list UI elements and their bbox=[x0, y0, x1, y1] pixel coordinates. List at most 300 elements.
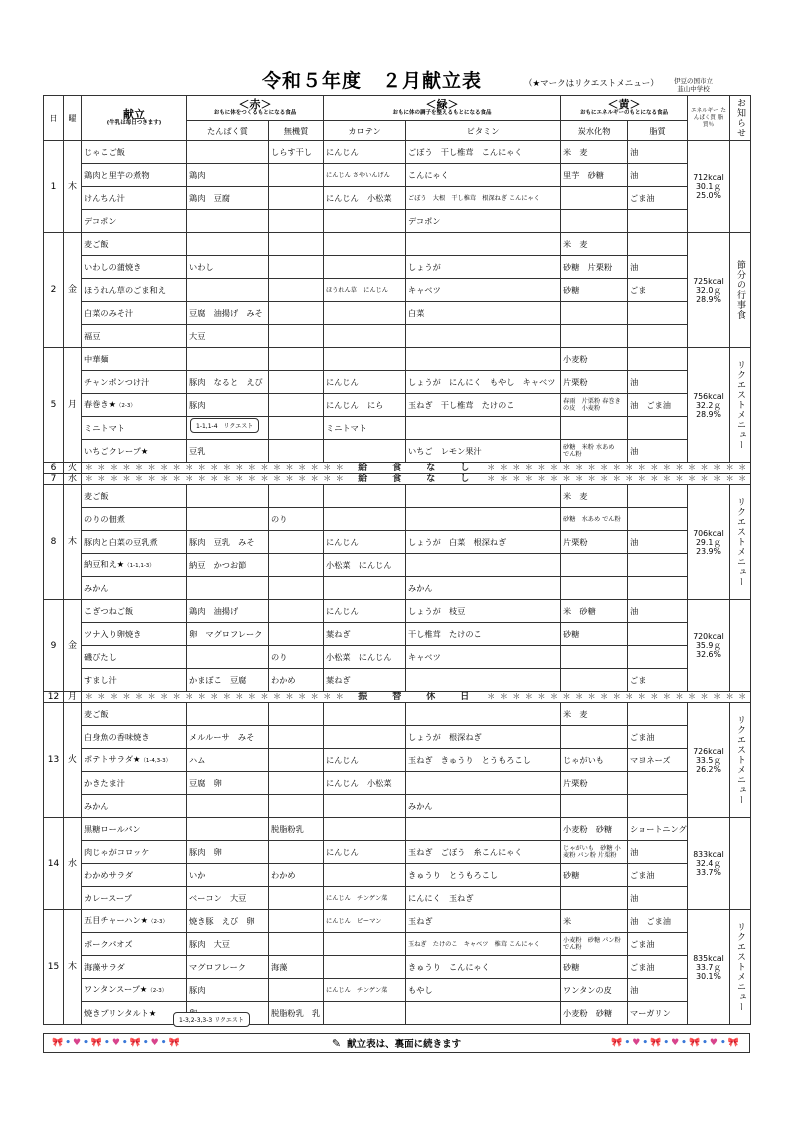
carb-cell bbox=[561, 600, 628, 623]
carb-cell bbox=[561, 841, 628, 864]
nutrition-value: 29.1ｇ bbox=[695, 537, 722, 547]
nutrition-value: 35.9ｇ bbox=[695, 641, 722, 650]
fat-cell-text: 油 bbox=[630, 537, 639, 547]
day-number: 6 bbox=[44, 463, 64, 474]
mineral-cell bbox=[269, 749, 324, 772]
dish-name bbox=[82, 887, 187, 910]
dish-name-text: 磯びたし bbox=[84, 652, 117, 662]
mineral-cell bbox=[269, 818, 324, 841]
carb-cell-text: 片栗粉 bbox=[563, 537, 588, 547]
menu-row bbox=[44, 440, 751, 463]
carotene-cell bbox=[324, 979, 406, 1002]
ribbon-heart-decoration-right: 🎀•♥•🎀•♥•🎀•♥•🎀 bbox=[611, 1038, 741, 1048]
fat-cell bbox=[628, 233, 688, 256]
carotene-cell bbox=[324, 531, 406, 554]
header-red-group: ＜赤＞ おもに体をつくるもとになる食品 bbox=[187, 96, 324, 121]
vitamin-cell-text: 干し椎茸 たけのこ bbox=[408, 629, 482, 639]
carotene-cell-text: にんじん 小松菜 bbox=[326, 193, 392, 203]
dish-name-text: 肉じゃがコロッケ bbox=[84, 847, 150, 857]
protein-cell bbox=[187, 141, 269, 164]
carb-cell-text: 片栗粉 bbox=[563, 377, 588, 387]
protein-cell bbox=[187, 508, 269, 531]
dish-name bbox=[82, 141, 187, 164]
day-of-week: 水 bbox=[64, 474, 82, 485]
mineral-cell bbox=[269, 646, 324, 669]
vitamin-cell bbox=[406, 187, 561, 210]
day-number: 12 bbox=[44, 692, 64, 703]
mineral-cell bbox=[269, 440, 324, 463]
carb-cell-text: 米 麦 bbox=[563, 491, 588, 501]
carb-cell-text: 砂糖 水あめ でん粉 bbox=[563, 515, 621, 523]
carotene-cell bbox=[324, 141, 406, 164]
mineral-cell bbox=[269, 703, 324, 726]
notice-cell: リクエストメニュー bbox=[730, 703, 751, 818]
vitamin-cell-text: 玉ねぎ 干し椎茸 たけのこ bbox=[408, 400, 515, 410]
fat-cell bbox=[628, 910, 688, 933]
dish-name-text: みかん bbox=[84, 801, 109, 811]
fat-cell bbox=[628, 956, 688, 979]
fat-cell bbox=[628, 726, 688, 749]
nutrition-cell bbox=[688, 818, 730, 910]
dish-name-text: いわしの蒲焼き bbox=[84, 262, 142, 272]
nutrition-value: 32.2ｇ bbox=[695, 400, 722, 410]
vitamin-cell bbox=[406, 485, 561, 508]
carb-cell bbox=[561, 577, 628, 600]
menu-row bbox=[44, 348, 751, 371]
protein-cell-text: マグロフレーク bbox=[189, 962, 246, 972]
fat-cell-text: ごま bbox=[630, 285, 647, 295]
fat-cell bbox=[628, 600, 688, 623]
footer-message: ✎ 献立表は、裏面に続きます bbox=[331, 1037, 462, 1050]
dish-name bbox=[82, 749, 187, 772]
header-yellow-group: ＜黄＞ おもにエネルギーのもとになる食品 bbox=[561, 96, 688, 121]
carotene-cell bbox=[324, 933, 406, 956]
vitamin-cell-text: ごぼう 大根 干し椎茸 根深ねぎ こんにゃく bbox=[408, 194, 540, 202]
vitamin-cell bbox=[406, 749, 561, 772]
mineral-cell bbox=[269, 864, 324, 887]
notice-cell: リクエストメニュー bbox=[730, 348, 751, 463]
mineral-cell bbox=[269, 279, 324, 302]
day-of-week: 水 bbox=[64, 818, 82, 910]
fat-cell bbox=[628, 749, 688, 772]
vitamin-cell bbox=[406, 864, 561, 887]
header-date: 日 bbox=[44, 96, 64, 141]
closed-text: 給 食 な し bbox=[348, 463, 487, 473]
mineral-cell-text: 脱脂粉乳 乳 bbox=[271, 1008, 321, 1018]
nutrition-value: 712kcal bbox=[693, 173, 724, 182]
mineral-cell bbox=[269, 302, 324, 325]
notice-cell bbox=[730, 600, 751, 692]
carotene-cell bbox=[324, 371, 406, 394]
carb-cell-text: 小麦粉 砂糖 パン粉 でん粉 bbox=[563, 937, 627, 951]
carotene-cell bbox=[324, 279, 406, 302]
dish-name-text: 鶏肉と里芋の煮物 bbox=[84, 170, 150, 180]
vitamin-cell-text: キャベツ bbox=[408, 285, 441, 295]
request-code: （1-4,3-3） bbox=[140, 758, 172, 764]
dish-name bbox=[82, 554, 187, 577]
notice-cell: リクエストメニュー bbox=[730, 485, 751, 600]
menu-row bbox=[44, 749, 751, 772]
vitamin-cell bbox=[406, 371, 561, 394]
mineral-cell bbox=[269, 841, 324, 864]
menu-row bbox=[44, 933, 751, 956]
nutrition-cell bbox=[688, 141, 730, 233]
dish-name-text: わかめサラダ bbox=[84, 870, 134, 880]
carb-cell bbox=[561, 256, 628, 279]
nutrition-cell bbox=[688, 348, 730, 463]
fat-cell bbox=[628, 933, 688, 956]
vitamin-cell-text: キャベツ bbox=[408, 652, 441, 662]
carotene-cell-text: にんじん さやいんげん bbox=[326, 171, 390, 179]
carotene-cell-text: にんじん bbox=[326, 847, 359, 857]
protein-cell bbox=[187, 210, 269, 233]
carb-cell bbox=[561, 233, 628, 256]
nutrition-value: 720kcal bbox=[693, 632, 724, 641]
carotene-cell bbox=[324, 795, 406, 818]
carotene-cell-text: にんじん bbox=[326, 147, 359, 157]
request-code: （2-3） bbox=[148, 919, 168, 925]
menu-row bbox=[44, 841, 751, 864]
menu-row bbox=[44, 910, 751, 933]
mineral-cell bbox=[269, 772, 324, 795]
protein-cell-text: 豚肉 bbox=[189, 400, 206, 410]
mineral-cell bbox=[269, 417, 324, 440]
dish-name-text: いちごクレープ★ bbox=[84, 446, 149, 456]
vitamin-cell bbox=[406, 600, 561, 623]
vitamin-cell-text: 玉ねぎ きゅうり とうもろこし bbox=[408, 755, 531, 765]
mineral-cell-text: 脱脂粉乳 bbox=[271, 824, 304, 834]
dish-name-text: 海藻サラダ bbox=[84, 962, 125, 972]
carotene-cell-text: にんじん bbox=[326, 755, 359, 765]
carb-cell bbox=[561, 440, 628, 463]
fat-cell-text: マーガリン bbox=[630, 1008, 671, 1018]
vitamin-cell bbox=[406, 508, 561, 531]
mineral-cell bbox=[269, 795, 324, 818]
vitamin-cell bbox=[406, 841, 561, 864]
nutrition-value: 756kcal bbox=[693, 391, 724, 401]
dish-name-text: ポテトサラダ★ bbox=[84, 754, 141, 764]
carotene-cell-text: にんじん にら bbox=[326, 400, 384, 410]
mineral-cell bbox=[269, 531, 324, 554]
carb-cell bbox=[561, 864, 628, 887]
fat-cell bbox=[628, 440, 688, 463]
nutrition-value: 28.9% bbox=[696, 294, 721, 304]
carotene-cell-text: ほうれん草 にんじん bbox=[326, 286, 388, 294]
carotene-cell-text: にんじん 小松菜 bbox=[326, 778, 392, 788]
carotene-cell bbox=[324, 554, 406, 577]
dish-name bbox=[82, 440, 187, 463]
menu-row bbox=[44, 325, 751, 348]
fat-cell bbox=[628, 164, 688, 187]
protein-cell-text: 豚肉 bbox=[189, 985, 206, 995]
dish-name bbox=[82, 933, 187, 956]
menu-body bbox=[44, 141, 751, 1025]
carb-cell-text: 小麦粉 砂糖 bbox=[563, 824, 613, 834]
protein-cell-text: メルルーサ みそ bbox=[189, 732, 255, 742]
menu-row bbox=[44, 703, 751, 726]
nutrition-value: 25.0% bbox=[696, 191, 721, 200]
header-protein: たんぱく質 bbox=[187, 121, 269, 141]
fat-cell bbox=[628, 1002, 688, 1025]
dish-name bbox=[82, 956, 187, 979]
carotene-cell-text: にんじん bbox=[326, 606, 359, 616]
vitamin-cell bbox=[406, 554, 561, 577]
menu-row bbox=[44, 141, 751, 164]
carb-cell bbox=[561, 749, 628, 772]
carotene-cell-text: にんじん bbox=[326, 537, 359, 547]
dish-name-text: 白身魚の香味焼き bbox=[84, 732, 150, 742]
nutrition-value: 33.7ｇ bbox=[695, 962, 722, 972]
carb-cell bbox=[561, 554, 628, 577]
dish-name bbox=[82, 485, 187, 508]
closed-row bbox=[44, 692, 751, 703]
fat-cell bbox=[628, 646, 688, 669]
mineral-cell bbox=[269, 600, 324, 623]
mineral-cell bbox=[269, 256, 324, 279]
carb-cell-text: じゃがいも 砂糖 小麦粉 パン粉 片栗粉 bbox=[563, 845, 621, 859]
protein-cell-text: 豆乳 bbox=[189, 446, 206, 456]
dish-name-text: こぎつねご飯 bbox=[84, 606, 134, 616]
carotene-cell bbox=[324, 233, 406, 256]
fat-cell-text: 油 bbox=[630, 847, 639, 857]
carb-cell bbox=[561, 956, 628, 979]
carb-cell-text: 砂糖 bbox=[563, 285, 580, 295]
carotene-cell bbox=[324, 440, 406, 463]
carb-cell-text: 米 麦 bbox=[563, 709, 588, 719]
fat-cell-text: 油 bbox=[630, 262, 639, 272]
vitamin-cell bbox=[406, 979, 561, 1002]
vitamin-cell-text: ごぼう 干し椎茸 こんにゃく bbox=[408, 147, 523, 157]
vitamin-cell-text: 玉ねぎ bbox=[408, 916, 433, 926]
nutrition-value: 23.9% bbox=[696, 546, 721, 556]
notice-cell bbox=[730, 141, 751, 233]
nutrition-value: 28.9% bbox=[696, 409, 721, 419]
dish-name bbox=[82, 279, 187, 302]
notice-cell: 節分の行事食 bbox=[730, 233, 751, 348]
fat-cell bbox=[628, 417, 688, 440]
carb-cell bbox=[561, 187, 628, 210]
fat-cell bbox=[628, 302, 688, 325]
dish-name-text: 中華麺 bbox=[84, 354, 109, 364]
vitamin-cell bbox=[406, 348, 561, 371]
fat-cell-text: ごま油 bbox=[630, 962, 655, 972]
dish-name-text: ミニトマト bbox=[84, 423, 125, 433]
protein-cell bbox=[187, 933, 269, 956]
carb-cell bbox=[561, 164, 628, 187]
fat-cell bbox=[628, 485, 688, 508]
mineral-cell bbox=[269, 669, 324, 692]
fat-cell bbox=[628, 348, 688, 371]
vitamin-cell-text: しょうが 根深ねぎ bbox=[408, 732, 482, 742]
fat-cell-text: 油 bbox=[630, 170, 639, 180]
carb-cell bbox=[561, 910, 628, 933]
mineral-cell bbox=[269, 210, 324, 233]
protein-cell-text: 鶏肉 油揚げ bbox=[189, 606, 239, 616]
menu-row bbox=[44, 187, 751, 210]
dish-name-text: 黒糖ロールパン bbox=[84, 824, 141, 834]
fat-cell-text: ごま油 bbox=[630, 193, 655, 203]
nutrition-value: 30.1% bbox=[696, 971, 721, 981]
header-carotene: カロテン bbox=[324, 121, 406, 141]
carb-cell-text: 米 砂糖 bbox=[563, 606, 596, 616]
protein-cell-text: かまぼこ 豆腐 bbox=[189, 675, 247, 685]
carb-cell bbox=[561, 818, 628, 841]
protein-cell bbox=[187, 646, 269, 669]
menu-row bbox=[44, 210, 751, 233]
protein-cell bbox=[187, 164, 269, 187]
carotene-cell bbox=[324, 669, 406, 692]
menu-row bbox=[44, 164, 751, 187]
mineral-cell bbox=[269, 164, 324, 187]
closed-text: 給 食 な し bbox=[348, 474, 487, 484]
fat-cell bbox=[628, 669, 688, 692]
carotene-cell bbox=[324, 325, 406, 348]
fat-cell bbox=[628, 141, 688, 164]
dish-name bbox=[82, 726, 187, 749]
day-of-week: 月 bbox=[64, 692, 82, 703]
carb-cell-text: 米 麦 bbox=[563, 239, 588, 249]
closed-message bbox=[82, 474, 751, 485]
dish-name bbox=[82, 864, 187, 887]
nutrition-cell bbox=[688, 910, 730, 1025]
vitamin-cell bbox=[406, 233, 561, 256]
nutrition-cell bbox=[688, 233, 730, 348]
mineral-cell bbox=[269, 554, 324, 577]
header-energy: エネルギー たんぱく質 脂質％ bbox=[688, 96, 730, 141]
vitamin-cell-text: いちご レモン果汁 bbox=[408, 446, 482, 456]
nutrition-value: 726kcal bbox=[693, 746, 724, 756]
protein-cell-text: 豆腐 油揚げ みそ bbox=[189, 308, 263, 318]
carotene-cell bbox=[324, 887, 406, 910]
protein-cell bbox=[187, 669, 269, 692]
carotene-cell-text: にんじん チンゲン菜 bbox=[326, 894, 388, 902]
day-number: 14 bbox=[44, 818, 64, 910]
closed-row bbox=[44, 463, 751, 474]
vitamin-cell bbox=[406, 577, 561, 600]
carotene-cell-text: 小松菜 にんじん bbox=[326, 560, 392, 570]
carb-cell-text: 砂糖 bbox=[563, 629, 580, 639]
dish-name bbox=[82, 703, 187, 726]
mineral-cell bbox=[269, 623, 324, 646]
day-number: 8 bbox=[44, 485, 64, 600]
vitamin-cell bbox=[406, 417, 561, 440]
carb-cell-text: 砂糖 bbox=[563, 962, 580, 972]
dish-name-text: かきたま汁 bbox=[84, 778, 125, 788]
menu-row bbox=[44, 646, 751, 669]
dish-name bbox=[82, 531, 187, 554]
protein-cell bbox=[187, 726, 269, 749]
header-vitamin: ビタミン bbox=[406, 121, 561, 141]
protein-cell-text: ベーコン 大豆 bbox=[189, 893, 247, 903]
carotene-cell bbox=[324, 485, 406, 508]
protein-cell bbox=[187, 864, 269, 887]
carotene-cell bbox=[324, 394, 406, 417]
dish-name bbox=[82, 841, 187, 864]
protein-cell bbox=[187, 440, 269, 463]
dish-name bbox=[82, 577, 187, 600]
dish-name-text: カレースープ bbox=[84, 893, 132, 903]
vitamin-cell bbox=[406, 910, 561, 933]
mineral-cell bbox=[269, 394, 324, 417]
carb-cell bbox=[561, 669, 628, 692]
header-mineral: 無機質 bbox=[269, 121, 324, 141]
mineral-cell-text: 海藻 bbox=[271, 962, 288, 972]
dish-name-text: けんちん汁 bbox=[84, 193, 125, 203]
carotene-cell bbox=[324, 818, 406, 841]
carb-cell-text: じゃがいも bbox=[563, 755, 604, 765]
fat-cell bbox=[628, 979, 688, 1002]
day-number: 9 bbox=[44, 600, 64, 692]
nutrition-cell bbox=[688, 600, 730, 692]
carotene-cell bbox=[324, 164, 406, 187]
nutrition-value: 835kcal bbox=[693, 953, 724, 963]
star-border: ＊ ＊ ＊ ＊ ＊ ＊ ＊ ＊ ＊ ＊ ＊ ＊ ＊ ＊ ＊ ＊ ＊ ＊ ＊ ＊ ＊ bbox=[84, 692, 349, 701]
menu-row bbox=[44, 233, 751, 256]
star-border: ＊ ＊ ＊ ＊ ＊ ＊ ＊ ＊ ＊ ＊ ＊ ＊ ＊ ＊ ＊ ＊ ＊ ＊ ＊ ＊ ＊ bbox=[487, 463, 748, 472]
fat-cell bbox=[628, 795, 688, 818]
carotene-cell-text: にんじん チンゲン菜 bbox=[326, 986, 388, 994]
dish-name bbox=[82, 818, 187, 841]
fat-cell-text: 油 bbox=[630, 147, 639, 157]
fat-cell bbox=[628, 703, 688, 726]
carb-cell-text: 春雨 片栗粉 春巻きの皮 小麦粉 bbox=[563, 398, 621, 412]
protein-cell-text: 鶏肉 bbox=[189, 170, 206, 180]
carb-cell bbox=[561, 210, 628, 233]
header-dow: 曜 bbox=[64, 96, 82, 141]
mineral-cell bbox=[269, 910, 324, 933]
fat-cell bbox=[628, 508, 688, 531]
fat-cell bbox=[628, 325, 688, 348]
fat-cell-text: 油 ごま油 bbox=[630, 400, 671, 410]
menu-row bbox=[44, 600, 751, 623]
vitamin-cell bbox=[406, 933, 561, 956]
vitamin-cell bbox=[406, 646, 561, 669]
protein-cell bbox=[187, 233, 269, 256]
mineral-cell bbox=[269, 956, 324, 979]
day-number: 1 bbox=[44, 141, 64, 233]
vitamin-cell-text: しょうが 枝豆 bbox=[408, 606, 466, 616]
carotene-cell-text: にんじん ピーマン bbox=[326, 917, 382, 925]
fat-cell-text: 油 bbox=[630, 446, 639, 456]
fat-cell bbox=[628, 371, 688, 394]
carb-cell-text: 米 麦 bbox=[563, 147, 588, 157]
fat-cell-text: 油 ごま油 bbox=[630, 916, 671, 926]
carotene-cell bbox=[324, 210, 406, 233]
carb-cell bbox=[561, 887, 628, 910]
nutrition-value: 32.4ｇ bbox=[695, 859, 722, 868]
dish-name-text: すまし汁 bbox=[84, 675, 117, 685]
vitamin-cell bbox=[406, 795, 561, 818]
dish-name-text: ポークパオズ bbox=[84, 939, 133, 949]
fat-cell-text: ごま bbox=[630, 675, 647, 685]
protein-cell bbox=[187, 187, 269, 210]
carotene-cell bbox=[324, 1002, 406, 1025]
vitamin-cell bbox=[406, 887, 561, 910]
nutrition-value: 706kcal bbox=[693, 528, 724, 538]
protein-cell-text: 鶏肉 豆腐 bbox=[189, 193, 230, 203]
protein-cell-text: 卵 マグロフレーク bbox=[189, 629, 263, 639]
protein-cell-text: いか bbox=[189, 870, 206, 880]
protein-cell-text: 豚肉 卵 bbox=[189, 847, 222, 857]
carb-cell bbox=[561, 348, 628, 371]
dish-name bbox=[82, 302, 187, 325]
protein-cell bbox=[187, 623, 269, 646]
menu-row bbox=[44, 864, 751, 887]
nutrition-value: 32.0ｇ bbox=[695, 285, 722, 295]
protein-cell bbox=[187, 600, 269, 623]
dish-name-text: のりの佃煮 bbox=[84, 514, 125, 524]
fat-cell bbox=[628, 531, 688, 554]
